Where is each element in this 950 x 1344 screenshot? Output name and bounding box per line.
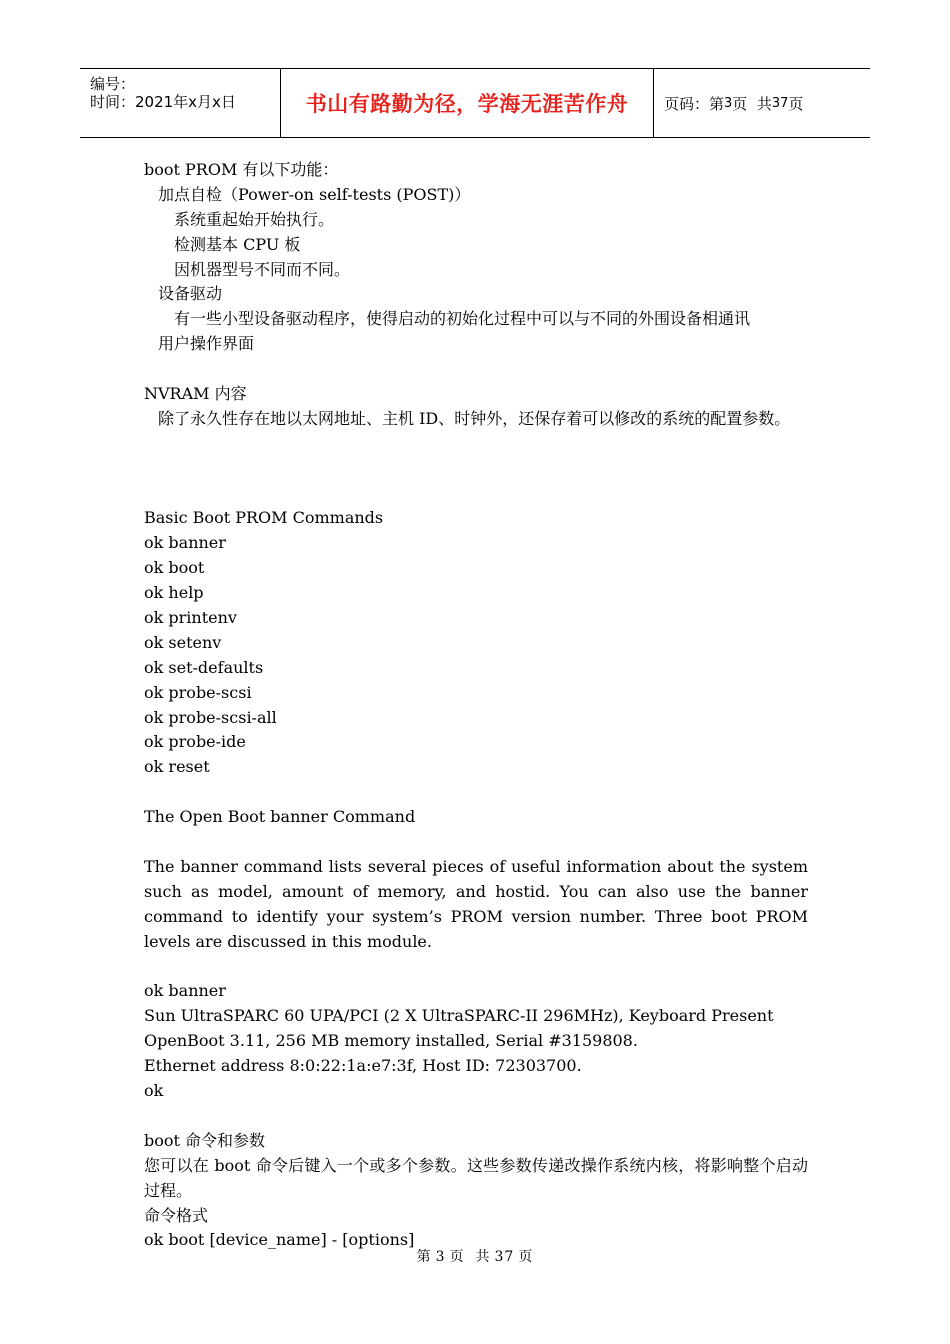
section-heading: boot 命令和参数: [144, 1130, 266, 1150]
banner-output-line: ok: [144, 1081, 164, 1101]
footer-mid: 页 共: [449, 1249, 491, 1265]
footer-total: 37: [494, 1249, 515, 1265]
command-line: ok printenv: [144, 608, 237, 628]
command-line: ok probe-scsi-all: [144, 707, 277, 727]
command-line: ok banner: [144, 533, 226, 553]
command-line: ok probe-ide: [144, 732, 246, 752]
header-info-cell: [80, 69, 281, 137]
page-total: 37: [771, 95, 789, 111]
banner-output-line: OpenBoot 3.11, 256 MB memory installed, Serial #3159808.: [144, 1031, 638, 1051]
paragraph: The banner command lists several pieces of useful information about the system such as model, amount of memory, and hostid. You can also use the banner command to identify your system’s PROM version number. Three boot PROM levels are discussed in this module.: [144, 856, 808, 951]
text-line: 用户操作界面: [158, 334, 255, 354]
text-line: 除了永久性存在地以太网地址、主机 ID、时钟外，还保存着可以修改的系统的配置参数。: [158, 408, 791, 428]
banner-output-line: ok banner: [144, 981, 226, 1001]
footer-first: 第: [416, 1249, 432, 1265]
page-footer: [0, 1246, 950, 1266]
command-line: ok set-defaults: [144, 657, 264, 677]
command-line: ok boot [device_name] - [options]: [144, 1230, 415, 1250]
footer-current: 3: [435, 1249, 446, 1265]
command-line: ok boot: [144, 558, 205, 578]
document-time-label: 时间：2021年x月x日: [90, 93, 236, 111]
section-heading: The Open Boot banner Command: [144, 807, 416, 827]
motto-text: 书山有路勤为径，学海无涯苦作舟: [305, 92, 629, 116]
text-line: 检测基本 CPU 板: [174, 234, 301, 254]
paragraph: 您可以在 boot 命令后键入一个或多个参数。这些参数传递改操作系统内核，将影响整个启动过程。: [144, 1155, 808, 1200]
text-line: 命令格式: [144, 1205, 209, 1225]
text-line: 系统重起始开始执行。: [174, 209, 335, 229]
text-line: NVRAM 内容: [144, 384, 247, 404]
text-line: 因机器型号不同而不同。: [174, 259, 351, 279]
footer-last: 页: [518, 1249, 534, 1265]
command-line: ok help: [144, 583, 204, 603]
text-line: 有一些小型设备驱动程序，使得启动的初始化过程中可以与不同的外围设备相通讯: [174, 309, 751, 329]
header-page-cell: [654, 69, 870, 137]
document-number-label: 编号：: [90, 75, 136, 93]
document-body: [144, 158, 808, 1253]
banner-output-line: Ethernet address 8:0:22:1a:e7:3f, Host ID: 72303700.: [144, 1056, 582, 1076]
command-line: ok reset: [144, 757, 210, 777]
banner-output-line: Sun UltraSPARC 60 UPA/PCI (2 X UltraSPARC-II 296MHz), Keyboard Present: [144, 1006, 774, 1026]
text-line: 设备驱动: [158, 284, 223, 304]
page-suffix: 页: [788, 94, 804, 113]
header-table: [80, 68, 870, 138]
section-heading: Basic Boot PROM Commands: [144, 508, 384, 528]
command-line: ok probe-scsi: [144, 682, 252, 702]
page-prefix: 页码：第: [664, 94, 725, 113]
page-current: 3: [724, 95, 733, 111]
page-mid: 页 共: [732, 94, 772, 113]
command-line: ok setenv: [144, 632, 222, 652]
text-line: 加点自检（Power-on self-tests (POST)）: [158, 184, 471, 204]
header-motto-cell: [281, 69, 654, 137]
text-line: boot PROM 有以下功能：: [144, 160, 339, 179]
